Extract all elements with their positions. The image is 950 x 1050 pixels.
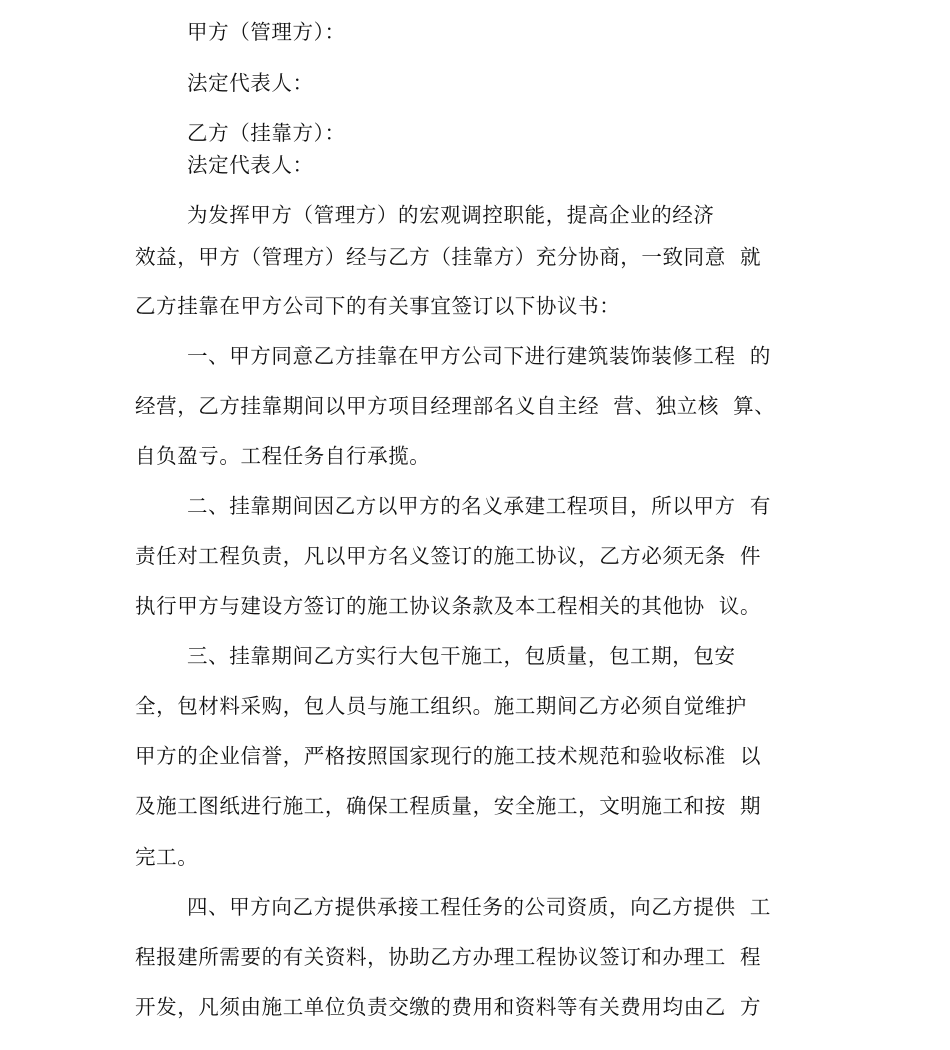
clause-line: 执行甲方与建设方签订的施工协议条款及本工程相关的其他协 议。 xyxy=(135,594,762,618)
clause-line: 开发，凡须由施工单位负责交缴的费用和资料等有关费用均由乙 方 xyxy=(135,995,762,1019)
clause-line: 一、甲方同意乙方挂靠在甲方公司下进行建筑装饰装修工程 的 xyxy=(187,344,771,368)
party-b-representative-label: 法定代表人： xyxy=(187,153,314,177)
party-a-representative-label: 法定代表人： xyxy=(187,71,314,95)
preamble-line: 效益，甲方（管理方）经与乙方（挂靠方）充分协商，一致同意 就 xyxy=(135,245,762,269)
clause-line: 自负盈亏。工程任务自行承揽。 xyxy=(135,444,431,468)
clause-line: 及施工图纸进行施工，确保工程质量，安全施工，文明施工和按 期 xyxy=(135,794,762,818)
party-b-label: 乙方（挂靠方）： xyxy=(187,121,346,145)
preamble-line: 为发挥甲方（管理方）的宏观调控职能，提高企业的经济 xyxy=(187,203,715,227)
clause-line: 甲方的企业信誉，严格按照国家现行的施工技术规范和验收标准 以 xyxy=(135,744,762,768)
clause-line: 全，包材料采购，包人员与施工组织。施工期间乙方必须自觉维护 xyxy=(135,694,747,718)
clause-line: 责任对工程负责，凡以甲方名义签订的施工协议，乙方必须无条 件 xyxy=(135,544,762,568)
clause-line: 完工。 xyxy=(135,845,199,869)
party-a-label: 甲方（管理方）： xyxy=(187,20,346,44)
clause-line: 三、挂靠期间乙方实行大包干施工，包质量，包工期，包安 xyxy=(187,644,736,668)
clause-line: 四、甲方向乙方提供承接工程任务的公司资质，向乙方提供 工 xyxy=(187,895,771,919)
clause-line: 二、挂靠期间因乙方以甲方的名义承建工程项目，所以甲方 有 xyxy=(187,494,771,518)
clause-line: 经营，乙方挂靠期间以甲方项目经理部名义自主经 营、独立核 算、 xyxy=(135,394,776,418)
clause-line: 程报建所需要的有关资料，协助乙方办理工程协议签订和办理工 程 xyxy=(135,945,762,969)
preamble-line: 乙方挂靠在甲方公司下的有关事宜签订以下协议书： xyxy=(135,294,621,318)
